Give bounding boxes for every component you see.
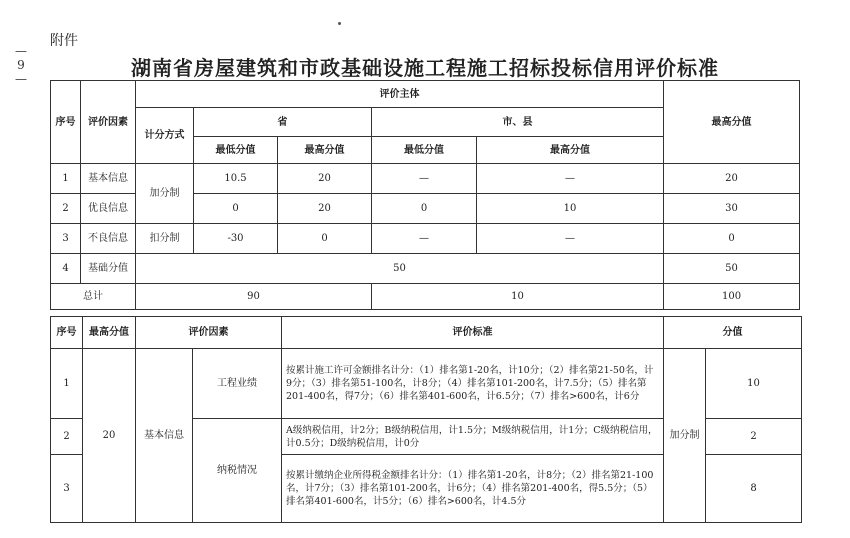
cell-seq: 4	[51, 254, 81, 284]
header-city: 市、县	[372, 108, 664, 137]
header-max-total: 最高分值	[664, 81, 800, 164]
cell-method: 加分制	[664, 349, 706, 523]
cell-subfactor: 工程业绩	[193, 349, 282, 419]
cell-max: 30	[664, 194, 800, 224]
cell-seq: 1	[51, 164, 81, 194]
cell-standard: 按累计施工许可金额排名计分：（1）排名第1-20名，计10分；（2）排名第21-50名，计9分；（3）排名第51-100名，计8分；（4）排名第101-200名，计7.5分；（5）排名第201-400名，得7分；（6）排名第401-600名，计6.5分；（7）排名>600名，计6分	[282, 349, 664, 419]
table-row	[51, 164, 800, 194]
cell-total-label: 总计	[51, 284, 136, 310]
criteria-table	[50, 316, 802, 523]
header-factor: 评价因素	[81, 81, 136, 164]
cell-max: 20	[664, 164, 800, 194]
header-city-max: 最高分值	[477, 137, 664, 164]
cell-prov-min: 10.5	[194, 164, 278, 194]
cell-prov-max: 20	[278, 164, 372, 194]
cell-standard: A级纳税信用，计2分；B级纳税信用，计1.5分；M级纳税信用，计1分；C级纳税信用，计0.5分；D级纳税信用，计0分	[282, 419, 664, 455]
cell-method-sub: 扣分制	[136, 224, 194, 254]
cell-prov-min: -30	[194, 224, 278, 254]
cell-city-max: —	[477, 164, 664, 194]
cell-base-value: 50	[136, 254, 664, 284]
page-number-margin: — 9 —	[15, 44, 27, 86]
header-score: 分值	[664, 317, 802, 349]
header-city-min: 最低分值	[372, 137, 477, 164]
cell-max: 50	[664, 254, 800, 284]
table-row	[51, 349, 802, 419]
cell-seq: 3	[51, 455, 83, 523]
cell-factor: 优良信息	[81, 194, 136, 224]
cell-seq: 1	[51, 349, 83, 419]
table-row	[51, 254, 800, 284]
header-standard: 评价标准	[282, 317, 664, 349]
cell-total-max: 100	[664, 284, 800, 310]
cell-prov-max: 20	[278, 194, 372, 224]
cell-city-min: —	[372, 224, 477, 254]
table-row	[51, 224, 800, 254]
cell-city-min: —	[372, 164, 477, 194]
document-title: 湖南省房屋建筑和市政基础设施工程施工招标投标信用评价标准	[131, 56, 719, 80]
cell-factor: 基础分值	[81, 254, 136, 284]
header-subject: 评价主体	[136, 81, 664, 108]
scan-speck	[338, 22, 341, 25]
cell-total-city: 10	[372, 284, 664, 310]
cell-group-max: 20	[83, 349, 136, 523]
cell-seq: 2	[51, 194, 81, 224]
header-province-max: 最高分值	[278, 137, 372, 164]
cell-factor: 不良信息	[81, 224, 136, 254]
cell-prov-min: 0	[194, 194, 278, 224]
table-row	[51, 284, 800, 310]
cell-prov-max: 0	[278, 224, 372, 254]
header-factor: 评价因素	[136, 317, 282, 349]
cell-method-add: 加分制	[136, 164, 194, 224]
cell-city-max: —	[477, 224, 664, 254]
header-maxscore: 最高分值	[83, 317, 136, 349]
cell-standard: 按累计缴纳企业所得税金额排名计分：（1）排名第1-20名，计8分；（2）排名第21-100名，计7分；（3）排名第101-200名，计6分；（4）排名第201-400名，得5.5分；（5）排名第401-600名，计5分；（6）排名>600名，计4.5分	[282, 455, 664, 523]
cell-group-name: 基本信息	[136, 349, 193, 523]
cell-max: 0	[664, 224, 800, 254]
cell-factor: 基本信息	[81, 164, 136, 194]
cell-city-min: 0	[372, 194, 477, 224]
header-province-min: 最低分值	[194, 137, 278, 164]
cell-seq: 3	[51, 224, 81, 254]
cell-city-max: 10	[477, 194, 664, 224]
cell-score: 2	[706, 419, 802, 455]
cell-seq: 2	[51, 419, 83, 455]
cell-score: 8	[706, 455, 802, 523]
header-method: 计分方式	[136, 108, 194, 164]
cell-subfactor: 纳税情况	[193, 419, 282, 523]
summary-table	[50, 80, 800, 310]
header-seq: 序号	[51, 81, 81, 164]
cell-total-province: 90	[136, 284, 372, 310]
header-seq: 序号	[51, 317, 83, 349]
header-province: 省	[194, 108, 372, 137]
cell-score: 10	[706, 349, 802, 419]
annex-label: 附件	[50, 33, 78, 49]
